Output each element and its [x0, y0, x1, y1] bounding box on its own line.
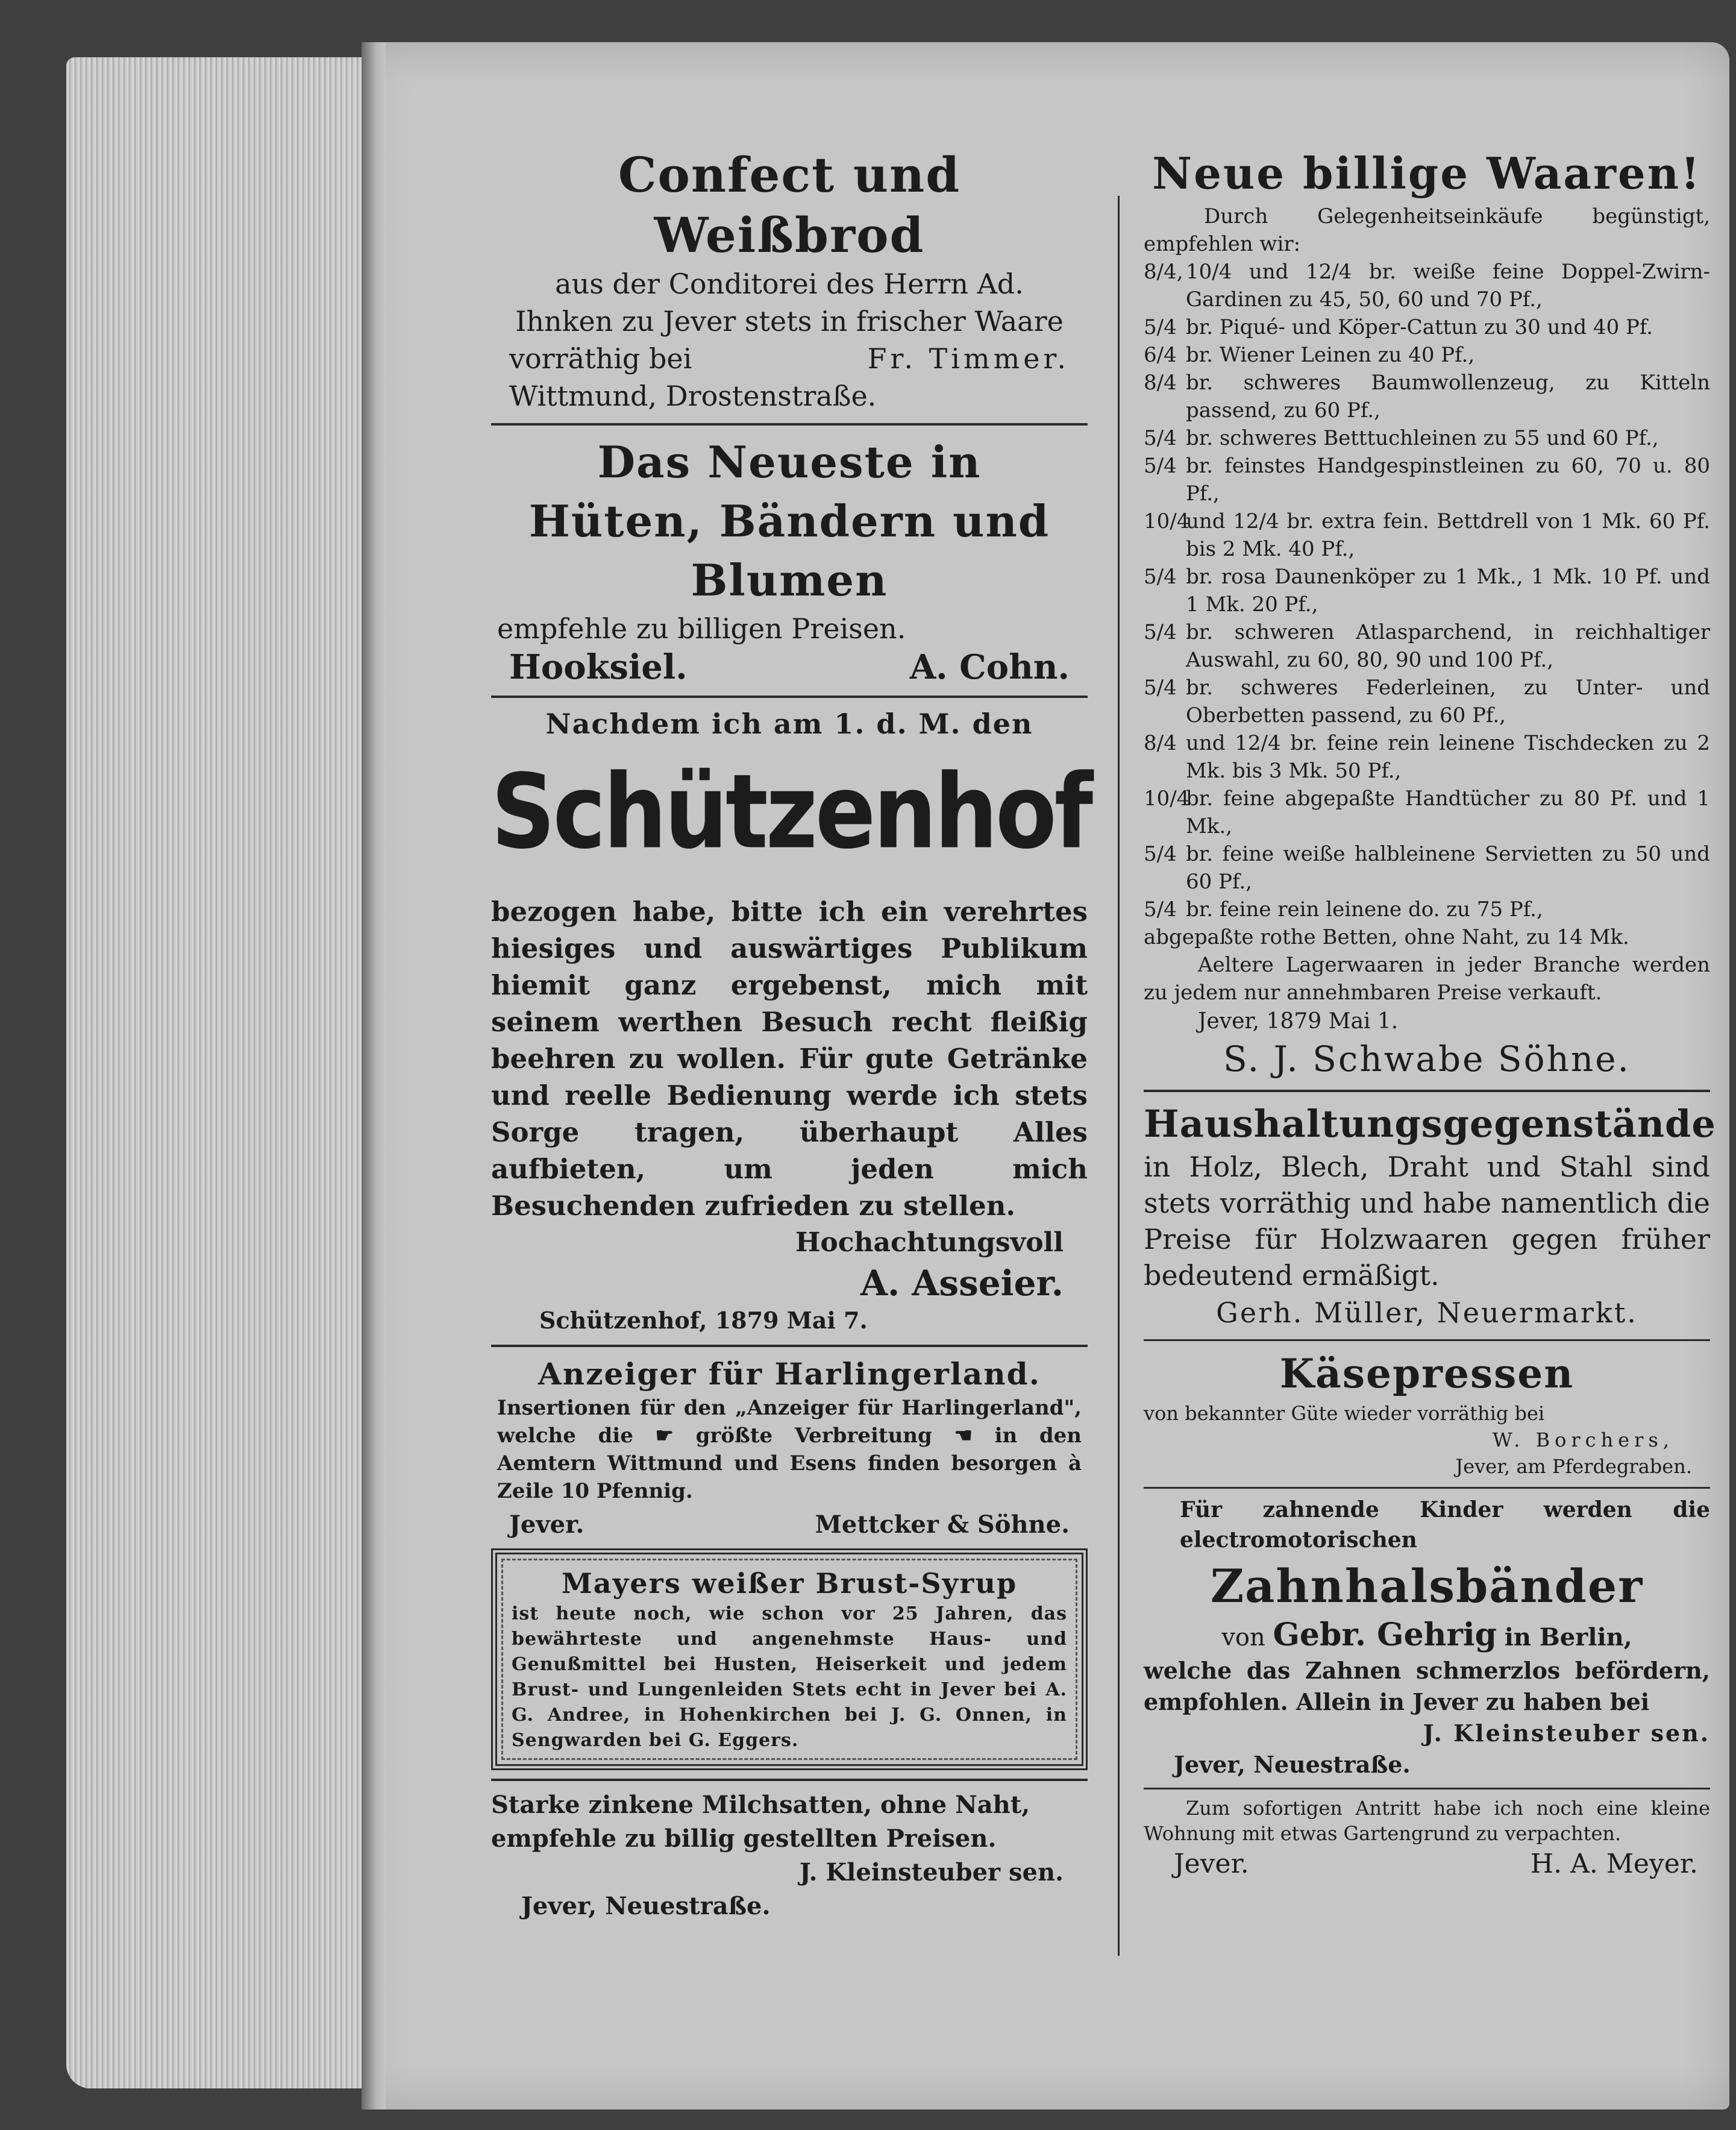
confect-line-3 [491, 340, 1088, 377]
schwabe-list-item [1144, 507, 1710, 563]
kaese-title: Käsepressen [1279, 1350, 1575, 1397]
mayer-title: Mayers weißer Brust-Syrup [561, 1567, 1018, 1600]
ad-schuetzenhof [491, 705, 1091, 1336]
ad-zahn [1144, 1495, 1710, 1780]
schwabe-item-text: und 12/4 br. extra fein. Bettdrell von 1 Mk. 60 Pf. bis 2 Mk. 40 Pf., [1186, 509, 1710, 561]
schwabe-list-item [1144, 563, 1710, 618]
schuetzenhof-closing: Hochachtungsvoll [795, 1227, 1064, 1258]
milch-line-1: Starke zinkene Milchsatten, ohne Naht, [491, 1791, 1030, 1819]
schuetzenhof-title: Schützenhof [491, 752, 1091, 872]
ad-haushalt [1144, 1099, 1716, 1332]
cohn-name: A. Cohn. [909, 647, 1070, 687]
schwabe-item-width: 5/4 [1144, 842, 1177, 866]
divider-rule [491, 1345, 1088, 1347]
kaese-body: von bekannter Güte wieder vorräthig bei [1144, 1402, 1545, 1425]
milch-name: J. Kleinsteuber sen. [799, 1858, 1064, 1887]
confect-line-3a: vorräthig bei [509, 342, 692, 375]
ad-mayer-framed [491, 1548, 1088, 1770]
anzeiger-title: Anzeiger für Harlingerland. [537, 1356, 1041, 1392]
kaese-name: W. Borchers, [1492, 1428, 1674, 1451]
meyer-body: Zum sofortigen Antritt habe ich noch eine kleine Wohnung mit etwas Gartengrund zu verpachten. [1144, 1797, 1710, 1845]
schwabe-item-width: 10/4 [1144, 787, 1190, 811]
confect-address: Wittmund, Drostenstraße. [509, 380, 877, 412]
divider-rule [1144, 1090, 1710, 1092]
schwabe-list-item [1144, 313, 1710, 341]
schwabe-item-width: 5/4 [1144, 676, 1177, 700]
schwabe-item-text: br. schweres Federleinen, zu Unter- und Oberbetten passend, zu 60 Pf., [1186, 676, 1710, 727]
schwabe-item-width: 8/4, [1144, 260, 1183, 284]
schwabe-item-text: und 12/4 br. feine rein leinene Tischdecken zu 2 Mk. bis 3 Mk. 50 Pf., [1186, 731, 1710, 783]
ad-confect [491, 145, 1088, 415]
schwabe-list-item [1144, 674, 1710, 729]
zahn-title: Zahnhalsbänder [1210, 1559, 1644, 1613]
anzeiger-body: Insertionen für den „Anzeiger für Harlingerland", welche die ☛ größte Verbreitung ☚ in den Aemtern Wittmund und Esens finden besorgen à Zeile 10 Pfennig. [497, 1396, 1082, 1503]
schwabe-list-item [1144, 840, 1710, 896]
zahn-von: von [1221, 1624, 1265, 1651]
haushalt-sign: Gerh. Müller, Neuermarkt. [1216, 1296, 1638, 1329]
schwabe-item-width: 6/4 [1144, 343, 1177, 367]
divider-rule [1144, 1487, 1710, 1489]
anzeiger-firm: Mettcker & Söhne. [815, 1510, 1070, 1539]
schwabe-items [1144, 258, 1710, 923]
meyer-name: H. A. Meyer. [1530, 1849, 1698, 1879]
schwabe-betten: abgepaßte rothe Betten, ohne Naht, zu 14 Mk. [1144, 925, 1629, 949]
zahn-city: in Berlin, [1504, 1623, 1632, 1651]
schwabe-item-text: br. feine weiße halbleinene Servietten zu 50 und 60 Pf., [1186, 842, 1710, 894]
left-column [491, 145, 1091, 1923]
schuetzenhof-body: bezogen habe, bitte ich ein verehrtes hiesiges und auswärtiges Publikum hiemit ganz ergebenst, mich mit seinem werthen Besuch recht fleißig beehren zu wollen. Für gute Getränke und reelle Bedienung werde ich stets Sorge tragen, überhaupt Alles aufbieten, um jeden mich Besuchenden zufrieden zu stellen. [491, 896, 1088, 1222]
cohn-signature [491, 647, 1088, 687]
milch-line-2: empfehle zu billig gestellten Preisen. [491, 1824, 997, 1853]
schwabe-list-item [1144, 424, 1710, 452]
haushalt-title: Haushaltungsgegenstände [1144, 1102, 1716, 1146]
ad-anzeiger [491, 1354, 1088, 1542]
zahn-maker-line [1144, 1618, 1710, 1655]
ad-kaese [1144, 1347, 1710, 1480]
schwabe-aeltere: Aeltere Lagerwaaren in jeder Branche werden zu jedem nur annehmbaren Preise verkauft. [1144, 953, 1710, 1005]
schwabe-list-item [1144, 618, 1710, 674]
schuetzenhof-date: Schützenhof, 1879 Mai 7. [539, 1307, 868, 1334]
divider-rule [1144, 1339, 1710, 1341]
confect-seller: Fr. Timmer. [867, 342, 1070, 375]
book-page-edges [66, 57, 380, 2088]
ad-milch [491, 1788, 1088, 1923]
ad-meyer [1144, 1795, 1710, 1882]
mayer-body: ist heute noch, wie schon vor 25 Jahren, das bewährteste und angenehmste Haus- und Genußmittel bei Husten, Heiserkeit und jedem Brust- und Lungenleiden Stets echt in Jever bei A. G. Andree, in Hohenkirchen bei J. G. Onnen, in Sengwarden bei G. Eggers. [512, 1603, 1067, 1751]
schwabe-list-item [1144, 896, 1710, 923]
divider-rule [1144, 1788, 1710, 1789]
schwabe-intro: Durch Gelegenheitseinkäufe begünstigt, empfehlen wir: [1144, 204, 1710, 256]
ad-cohn [491, 433, 1088, 687]
meyer-signature [1144, 1846, 1710, 1882]
cohn-text: empfehle zu billigen Preisen. [497, 612, 906, 645]
ad-schwabe [1144, 145, 1710, 1081]
schwabe-item-width: 10/4 [1144, 509, 1190, 533]
meyer-place: Jever. [1174, 1849, 1249, 1879]
schwabe-list-item [1144, 785, 1710, 840]
schwabe-item-text: br. feine rein leinene do. zu 75 Pf., [1186, 897, 1543, 922]
confect-title: Confect und Weißbrod [618, 146, 961, 263]
schwabe-item-width: 5/4 [1144, 454, 1177, 478]
zahn-intro: Für zahnende Kinder werden die electromotorischen [1180, 1497, 1710, 1553]
right-column [1144, 145, 1716, 1882]
schwabe-list-item [1144, 258, 1710, 313]
schwabe-item-width: 5/4 [1144, 426, 1177, 450]
divider-rule [491, 1779, 1088, 1781]
schwabe-list-item [1144, 341, 1710, 369]
milch-place: Jever, Neuestraße. [521, 1892, 771, 1920]
schwabe-item-text: br. feine abgepaßte Handtücher zu 80 Pf. und 1 Mk., [1186, 787, 1710, 838]
haushalt-body: in Holz, Blech, Draht und Stahl sind stets vorräthig und habe namentlich die Preise für Holzwaaren gegen früher bedeutend ermäßigt. [1144, 1151, 1710, 1292]
schwabe-date: Jever, 1879 Mai 1. [1198, 1009, 1399, 1034]
confect-line-1: aus der Conditorei des Herrn Ad. [555, 268, 1024, 300]
zahn-name: J. Kleinsteuber sen. [1423, 1720, 1710, 1747]
column-divider [1118, 196, 1120, 1956]
schuetzenhof-name: A. Asseier. [860, 1263, 1064, 1304]
page-gutter [362, 42, 386, 2110]
cohn-title-3: Blumen [691, 554, 888, 606]
schwabe-item-width: 5/4 [1144, 565, 1177, 589]
schwabe-item-text: br. schweres Baumwollenzeug, zu Kitteln passend, zu 60 Pf., [1186, 371, 1710, 423]
zahn-place: Jever, Neuestraße. [1174, 1751, 1411, 1778]
schwabe-item-text: br. Piqué- und Köper-Cattun zu 30 und 40 Pf. [1186, 315, 1653, 339]
schuetzenhof-intro: Nachdem ich am 1. d. M. den [545, 708, 1033, 740]
cohn-title-1: Das Neueste in [597, 436, 982, 488]
schwabe-list-item [1144, 729, 1710, 785]
cohn-title-2: Hüten, Bändern und [528, 495, 1050, 547]
schwabe-item-width: 8/4 [1144, 731, 1177, 755]
kaese-place: Jever, am Pferdegraben. [1455, 1455, 1692, 1478]
zahn-maker: Gebr. Gehrig [1273, 1616, 1497, 1653]
schwabe-item-width: 5/4 [1144, 897, 1177, 922]
schwabe-item-text: br. rosa Daunenköper zu 1 Mk., 1 Mk. 10 Pf. und 1 Mk. 20 Pf., [1186, 565, 1710, 617]
schwabe-item-text: br. schweren Atlasparchend, in reichhaltiger Auswahl, zu 60, 80, 90 und 100 Pf., [1186, 620, 1710, 672]
anzeiger-signature [491, 1505, 1088, 1542]
schwabe-firm: S. J. Schwabe Söhne. [1223, 1038, 1631, 1079]
schwabe-list-item [1144, 369, 1710, 424]
schwabe-item-width: 5/4 [1144, 620, 1177, 644]
schwabe-item-width: 5/4 [1144, 315, 1177, 339]
zahn-body: welche das Zahnen schmerzlos befördern, empfohlen. Allein in Jever zu haben bei [1144, 1657, 1710, 1715]
schwabe-item-width: 8/4 [1144, 371, 1177, 395]
schwabe-title: Neue billige Waaren! [1152, 148, 1702, 199]
divider-rule [491, 696, 1088, 698]
schwabe-item-text: br. feinstes Handgespinstleinen zu 60, 70 u. 80 Pf., [1186, 454, 1710, 506]
schwabe-item-text: br. Wiener Leinen zu 40 Pf., [1186, 343, 1475, 367]
anzeiger-place: Jever. [509, 1510, 584, 1539]
divider-rule [491, 423, 1088, 426]
schwabe-item-text: 10/4 und 12/4 br. weiße feine Doppel-Zwirn-Gardinen zu 45, 50, 60 und 70 Pf., [1186, 260, 1710, 312]
confect-line-2: Ihnken zu Jever stets in frischer Waare [515, 305, 1064, 338]
schwabe-item-text: br. schweres Betttuchleinen zu 55 und 60 Pf., [1186, 426, 1659, 450]
cohn-place: Hooksiel. [509, 647, 688, 687]
schwabe-list-item [1144, 452, 1710, 507]
